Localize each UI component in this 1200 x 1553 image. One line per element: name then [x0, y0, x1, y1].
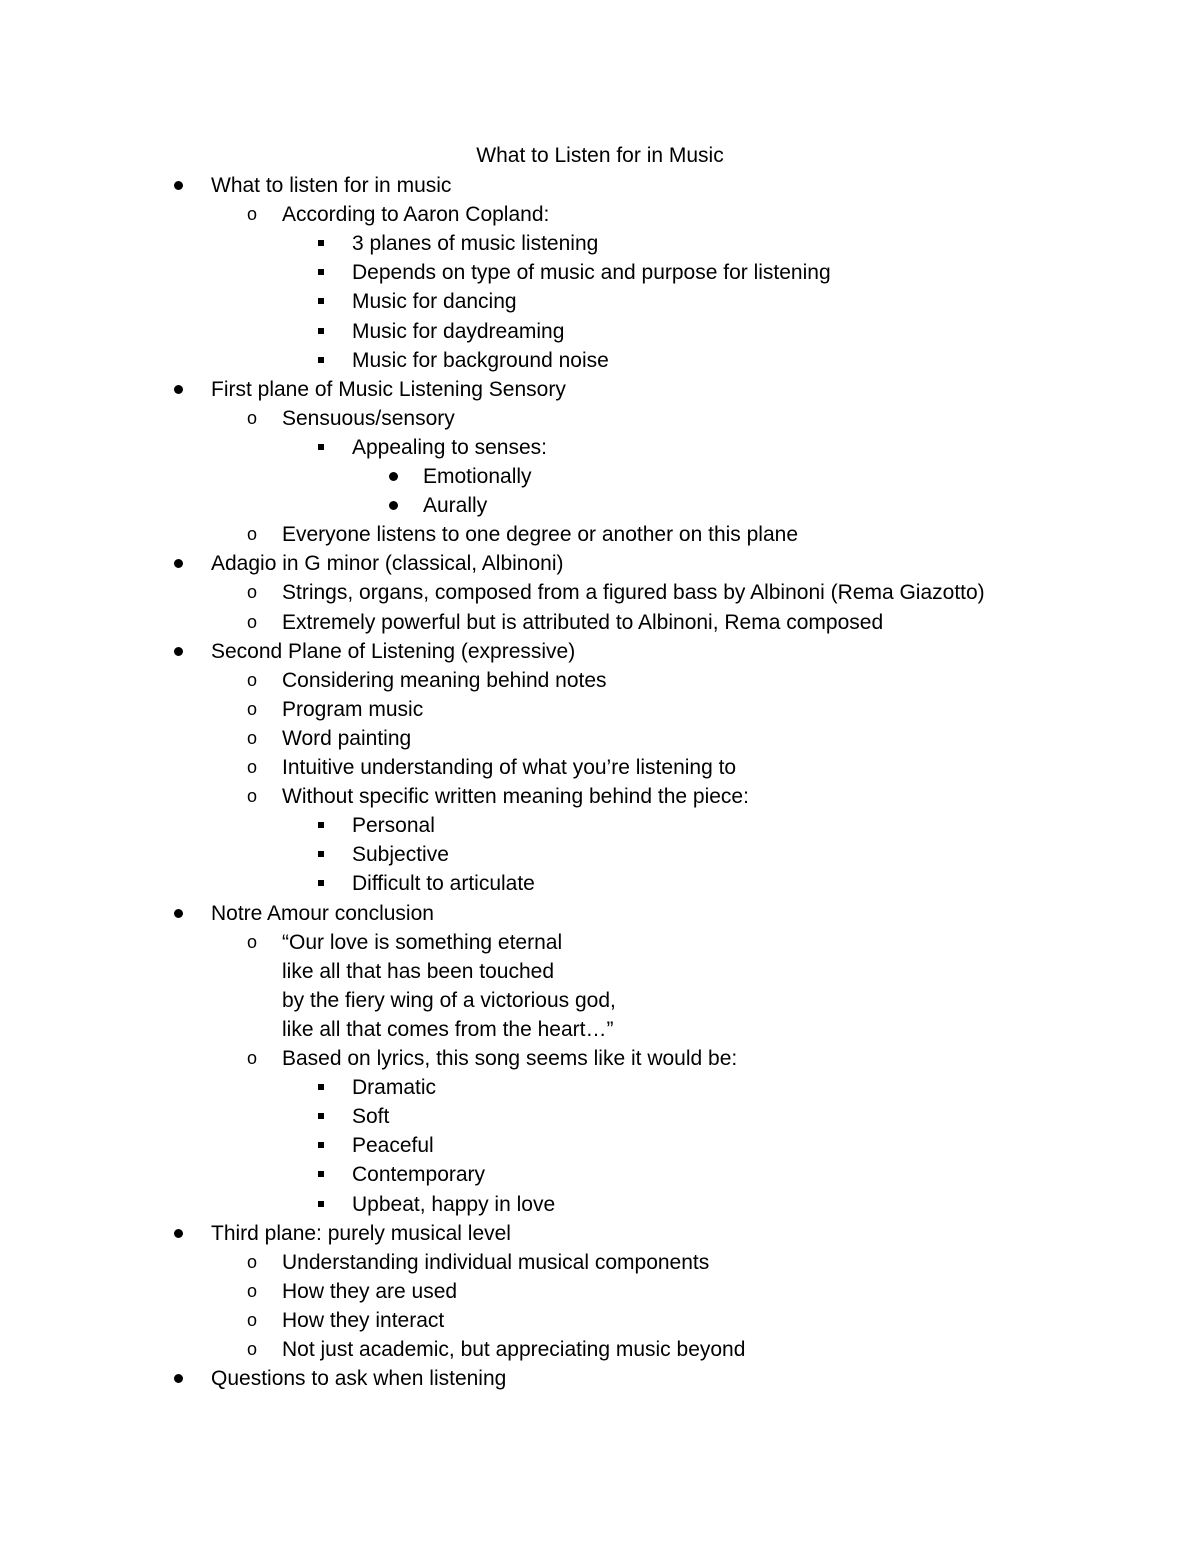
outline-item-text	[211, 899, 434, 928]
circle-bullet-icon: o	[247, 669, 258, 690]
bullet-icon	[174, 385, 183, 394]
square-bullet-icon	[318, 1171, 324, 1177]
outline-item-line: Soft	[352, 1105, 390, 1129]
square-bullet-icon	[318, 269, 324, 275]
square-bullet-icon	[318, 357, 324, 363]
outline-item-line: First plane of Music Listening Sensory	[211, 377, 566, 401]
outline-item-line: Upbeat, happy in love	[352, 1192, 556, 1216]
outline-item-text	[282, 1335, 745, 1364]
outline-item-text	[282, 578, 985, 607]
outline-item-line: Emotionally	[423, 465, 532, 488]
outline-item-text	[423, 491, 487, 520]
bullet-icon	[389, 501, 398, 510]
outline-item-line: Depends on type of music and purpose for listening	[352, 261, 831, 285]
outline-item-line: Extremely powerful but is attributed to Albinoni, Rema composed	[282, 610, 884, 634]
bullet-icon	[174, 1229, 183, 1238]
outline-item-text	[352, 1190, 555, 1219]
square-bullet-icon	[318, 1142, 324, 1148]
outline-item-line: Music for background noise	[352, 348, 609, 372]
outline-item-line: Contemporary	[352, 1163, 486, 1187]
outline-item-line: Music for daydreaming	[352, 319, 565, 343]
square-bullet-icon	[318, 298, 324, 304]
square-bullet-icon	[318, 1084, 324, 1090]
outline-item-line: “Our love is something eternal	[282, 930, 563, 954]
outline-item-line: Subjective	[352, 843, 449, 867]
square-bullet-icon	[318, 240, 324, 246]
outline-item-line: Sensuous/sensory	[282, 406, 455, 430]
outline-item-line: Third plane: purely musical level	[211, 1221, 511, 1245]
outline-item-line: Word painting	[282, 726, 412, 750]
outline-item-line: Peaceful	[352, 1134, 434, 1158]
square-bullet-icon	[318, 851, 324, 857]
outline-item-line: Without specific written meaning behind the piece:	[282, 785, 749, 809]
outline-item-text	[423, 462, 532, 491]
circle-bullet-icon: o	[247, 1251, 258, 1272]
outline-item-line: Difficult to articulate	[352, 872, 535, 896]
outline-item-text	[282, 724, 411, 753]
outline-item-text	[352, 1073, 436, 1102]
outline-item-text	[211, 171, 451, 200]
outline-item-line: by the fiery wing of a victorious god,	[282, 988, 616, 1012]
outline-item-line: Appealing to senses:	[352, 435, 547, 459]
outline-item-line: Strings, organs, composed from a figured bass by Albinoni (Rema Giazotto)	[282, 581, 985, 605]
outline-item-text	[352, 346, 609, 375]
circle-bullet-icon: o	[247, 1339, 258, 1359]
outline-item-text	[352, 433, 547, 462]
outline-item-text	[282, 1044, 737, 1073]
outline-item-text	[282, 520, 798, 549]
outline-item-line: Adagio in G minor (classical, Albinoni)	[211, 552, 564, 576]
outline-item-text	[211, 549, 564, 578]
outline-item-line: Notre Amour conclusion	[211, 901, 434, 925]
square-bullet-icon	[318, 822, 324, 828]
outline-item-text	[282, 1248, 709, 1277]
square-bullet-icon	[318, 1113, 324, 1119]
outline-item-line: Second Plane of Listening (expressive)	[211, 639, 576, 663]
outline-item-text	[282, 1277, 457, 1306]
outline-item-line: Everyone listens to one degree or another on this plane	[282, 523, 799, 547]
bullet-icon	[174, 647, 183, 656]
outline-item-text	[352, 229, 598, 258]
outline-item-text	[352, 1102, 389, 1131]
outline-item-line: Questions to ask when listening	[211, 1367, 507, 1391]
outline-item-line: What to listen for in music	[211, 174, 452, 197]
document-title: What to Listen for in Music	[476, 144, 724, 167]
square-bullet-icon	[318, 880, 324, 886]
outline-item-text	[352, 811, 435, 840]
bullet-icon	[174, 909, 183, 918]
circle-bullet-icon: o	[247, 204, 258, 225]
outline-item-text	[282, 695, 423, 724]
circle-bullet-icon: o	[247, 786, 258, 807]
outline-item-text	[282, 200, 549, 229]
outline-item-text	[282, 753, 736, 782]
outline-item-line: Based on lyrics, this song seems like it would be:	[282, 1047, 738, 1070]
outline-item-text	[352, 840, 449, 869]
circle-bullet-icon: o	[247, 524, 258, 545]
outline-item-line: Program music	[282, 697, 424, 721]
outline-item-text	[211, 637, 575, 666]
circle-bullet-icon: o	[247, 1048, 258, 1068]
outline-item-line: Aurally	[423, 494, 488, 518]
circle-bullet-icon: o	[247, 698, 258, 719]
outline-item-text	[282, 782, 749, 811]
bullet-icon	[389, 472, 398, 481]
outline-item-text	[282, 928, 616, 1044]
square-bullet-icon	[318, 328, 324, 334]
outline-item-line: How they interact	[282, 1308, 445, 1332]
outline-item-text	[352, 317, 564, 346]
circle-bullet-icon: o	[247, 1280, 258, 1301]
outline-item-line: Personal	[352, 814, 435, 838]
outline-item-line: How they are used	[282, 1279, 458, 1303]
circle-bullet-icon: o	[247, 407, 258, 428]
outline-item-text	[282, 608, 883, 637]
outline-item-line: Music for dancing	[352, 290, 517, 314]
circle-bullet-icon: o	[247, 1309, 258, 1330]
outline-item-text	[282, 1306, 444, 1335]
circle-bullet-icon: o	[247, 727, 258, 748]
outline-item-line: According to Aaron Copland:	[282, 203, 550, 227]
outline-item-line: like all that comes from the heart…”	[282, 1017, 614, 1041]
circle-bullet-icon: o	[247, 757, 258, 777]
outline-item-text	[352, 1131, 434, 1160]
outline-item-text	[352, 287, 517, 316]
outline-item-line: Not just academic, but appreciating music beyond	[282, 1338, 746, 1361]
outline-item-text	[282, 404, 455, 433]
bullet-icon	[174, 559, 183, 568]
outline-item-text	[211, 1364, 506, 1393]
outline-item-text	[211, 1219, 511, 1248]
square-bullet-icon	[318, 444, 324, 450]
outline-item-line: Intuitive understanding of what you’re listening to	[282, 756, 737, 779]
outline-item-text	[211, 375, 566, 404]
outline-item-line: Considering meaning behind notes	[282, 668, 607, 692]
square-bullet-icon	[318, 1201, 324, 1207]
outline-item-line: like all that has been touched	[282, 959, 555, 983]
outline-item-text	[352, 1160, 485, 1189]
outline-item-line: Understanding individual musical components	[282, 1250, 710, 1274]
circle-bullet-icon: o	[247, 931, 258, 952]
circle-bullet-icon: o	[247, 582, 258, 603]
bullet-icon	[174, 181, 183, 190]
outline-item-line: 3 planes of music listening	[352, 232, 599, 256]
circle-bullet-icon: o	[247, 611, 258, 632]
outline-item-text	[352, 258, 831, 287]
outline-item-text	[352, 869, 535, 898]
outline-item-text	[282, 666, 607, 695]
outline-item-line: Dramatic	[352, 1076, 437, 1100]
bullet-icon	[174, 1374, 183, 1383]
